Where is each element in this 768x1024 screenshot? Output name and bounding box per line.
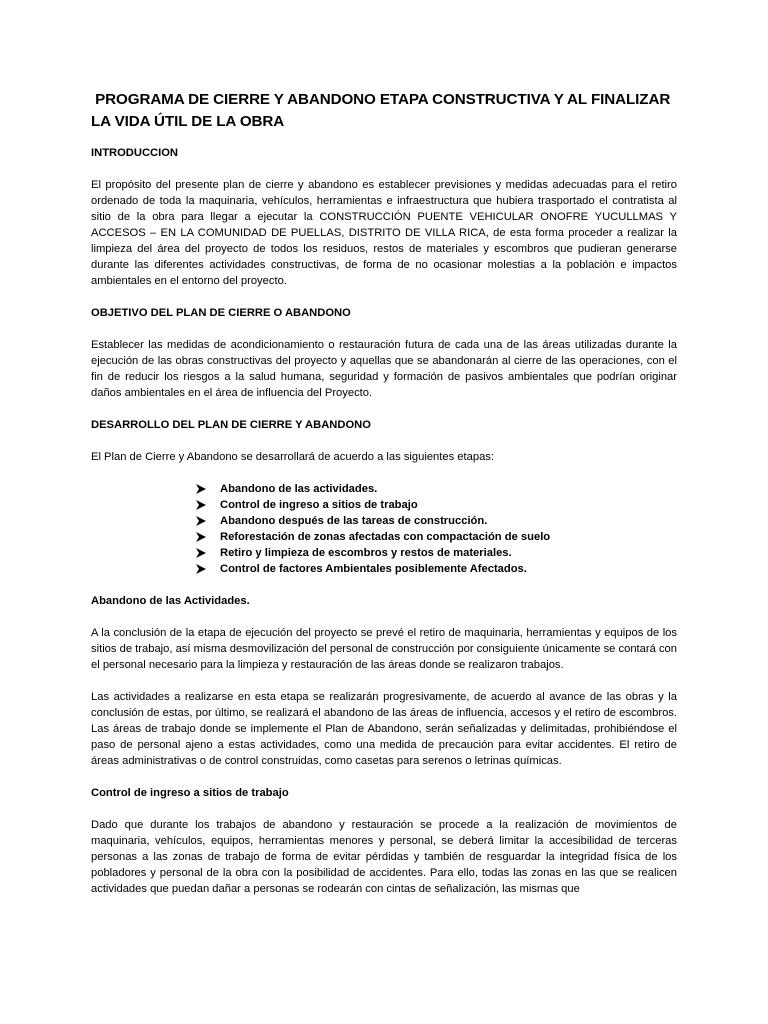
list-item <box>195 529 677 545</box>
section-heading-desarrollo: DESARROLLO DEL PLAN DE CIERRE Y ABANDONO <box>91 419 371 431</box>
paragraph-desarrollo: El Plan de Cierre y Abandono se desarrollará de acuerdo a las siguientes etapas: <box>91 451 495 463</box>
section-heading-abandono-actividades: Abandono de las Actividades. <box>91 595 250 607</box>
stage-label: Control de ingreso a sitios de trabajo <box>220 499 418 511</box>
stage-label: Reforestación de zonas afectadas con compactación de suelo <box>220 531 551 543</box>
document-body <box>91 89 677 897</box>
paragraph-objetivo: Establecer las medidas de acondicionamiento o restauración futura de cada una de las áreas utilizadas durante la ejecución de las obras constructivas del proyecto y aquellas que se abandonarán al cierre de las operaciones, con el fin de reducir los riesgos a la salud humana, seguridad y formación de pasivos ambientales que podrían originar daños ambientales en el área de influencia del Proyecto. <box>91 339 677 399</box>
section-heading-introduccion: INTRODUCCION <box>91 147 179 159</box>
arrowhead-bullet-icon <box>195 531 207 543</box>
list-item <box>195 545 677 561</box>
paragraph-introduccion: El propósito del presente plan de cierre y abandono es establecer previsiones y medidas adecuadas para el retiro ordenado de toda la maquinaria, vehículos, herramientas e infraestructura que hubiera trasportado el contratista al sitio de la obra para llegar a ejecutar la CONSTRUCCIÓN PUENTE VEHICULAR ONOFRE YUCULLMAS Y ACCESOS – EN LA COMUNIDAD DE PUELLAS, DISTRITO DE VILLA RICA, de esta forma proceder a realizar la limpieza del área del proyecto de todos los residuos, restos de materiales y escombros que pudieran generarse durante las diferentes actividades constructivas, de forma de no ocasionar molestias a la población e impactos ambientales en el entorno del proyecto. <box>91 179 677 287</box>
stages-list <box>91 481 677 577</box>
stage-label: Retiro y limpieza de escombros y restos de materiales. <box>220 547 512 559</box>
document-title-text: PROGRAMA DE CIERRE Y ABANDONO ETAPA CONSTRUCTIVA Y AL FINALIZAR LA VIDA ÚTIL DE LA OBRA <box>91 91 671 130</box>
arrowhead-bullet-icon <box>195 563 207 575</box>
list-item <box>195 497 677 513</box>
document-title <box>91 89 677 133</box>
stage-label: Control de factores Ambientales posiblemente Afectados. <box>220 563 527 575</box>
section-heading-objetivo: OBJETIVO DEL PLAN DE CIERRE O ABANDONO <box>91 307 351 319</box>
list-item <box>195 561 677 577</box>
list-item <box>195 513 677 529</box>
arrowhead-bullet-icon <box>195 547 207 559</box>
arrowhead-bullet-icon <box>195 483 207 495</box>
arrowhead-bullet-icon <box>195 499 207 511</box>
paragraph-control-ingreso: Dado que durante los trabajos de abandono y restauración se procede a la realización de movimientos de maquinaria, vehículos, equipos, herramientas menores y personal, se deberá limitar la accesibilidad de terceras personas a las zonas de trabajo de forma de evitar pérdidas y también de resguardar la integridad física de los pobladores y personal de la obra con la posibilidad de accidentes. Para ello, todas las zonas en las que se realicen actividades que puedan dañar a personas se rodearán con cintas de señalización, las mismas que <box>91 819 677 895</box>
list-item <box>195 481 677 497</box>
paragraph-abandono-1: A la conclusión de la etapa de ejecución del proyecto se prevé el retiro de maquinaria, herramientas y equipos de los sitios de trabajo, así misma desmovilización del personal de construcción por consiguiente únicamente se contará con el personal necesario para la limpieza y restauración de las áreas donde se realizaron trabajos. <box>91 627 677 671</box>
paragraph-abandono-2: Las actividades a realizarse en esta etapa se realizarán progresivamente, de acuerdo al avance de las obras y la conclusión de estas, por último, se realizará el abandono de las áreas de influencia, accesos y el retiro de escombros. Las áreas de trabajo donde se implemente el Plan de Abandono, serán señalizadas y delimitadas, prohibiéndose el paso de personal ajeno a estas actividades, como una medida de precaución para evitar accidentes. El retiro de áreas administrativas o de control construidas, como casetas para serenos o letrinas químicas. <box>91 691 677 767</box>
arrowhead-bullet-icon <box>195 515 207 527</box>
section-heading-control-ingreso: Control de ingreso a sitios de trabajo <box>91 787 289 799</box>
stage-label: Abandono de las actividades. <box>220 483 378 495</box>
stage-label: Abandono después de las tareas de construcción. <box>220 515 488 527</box>
